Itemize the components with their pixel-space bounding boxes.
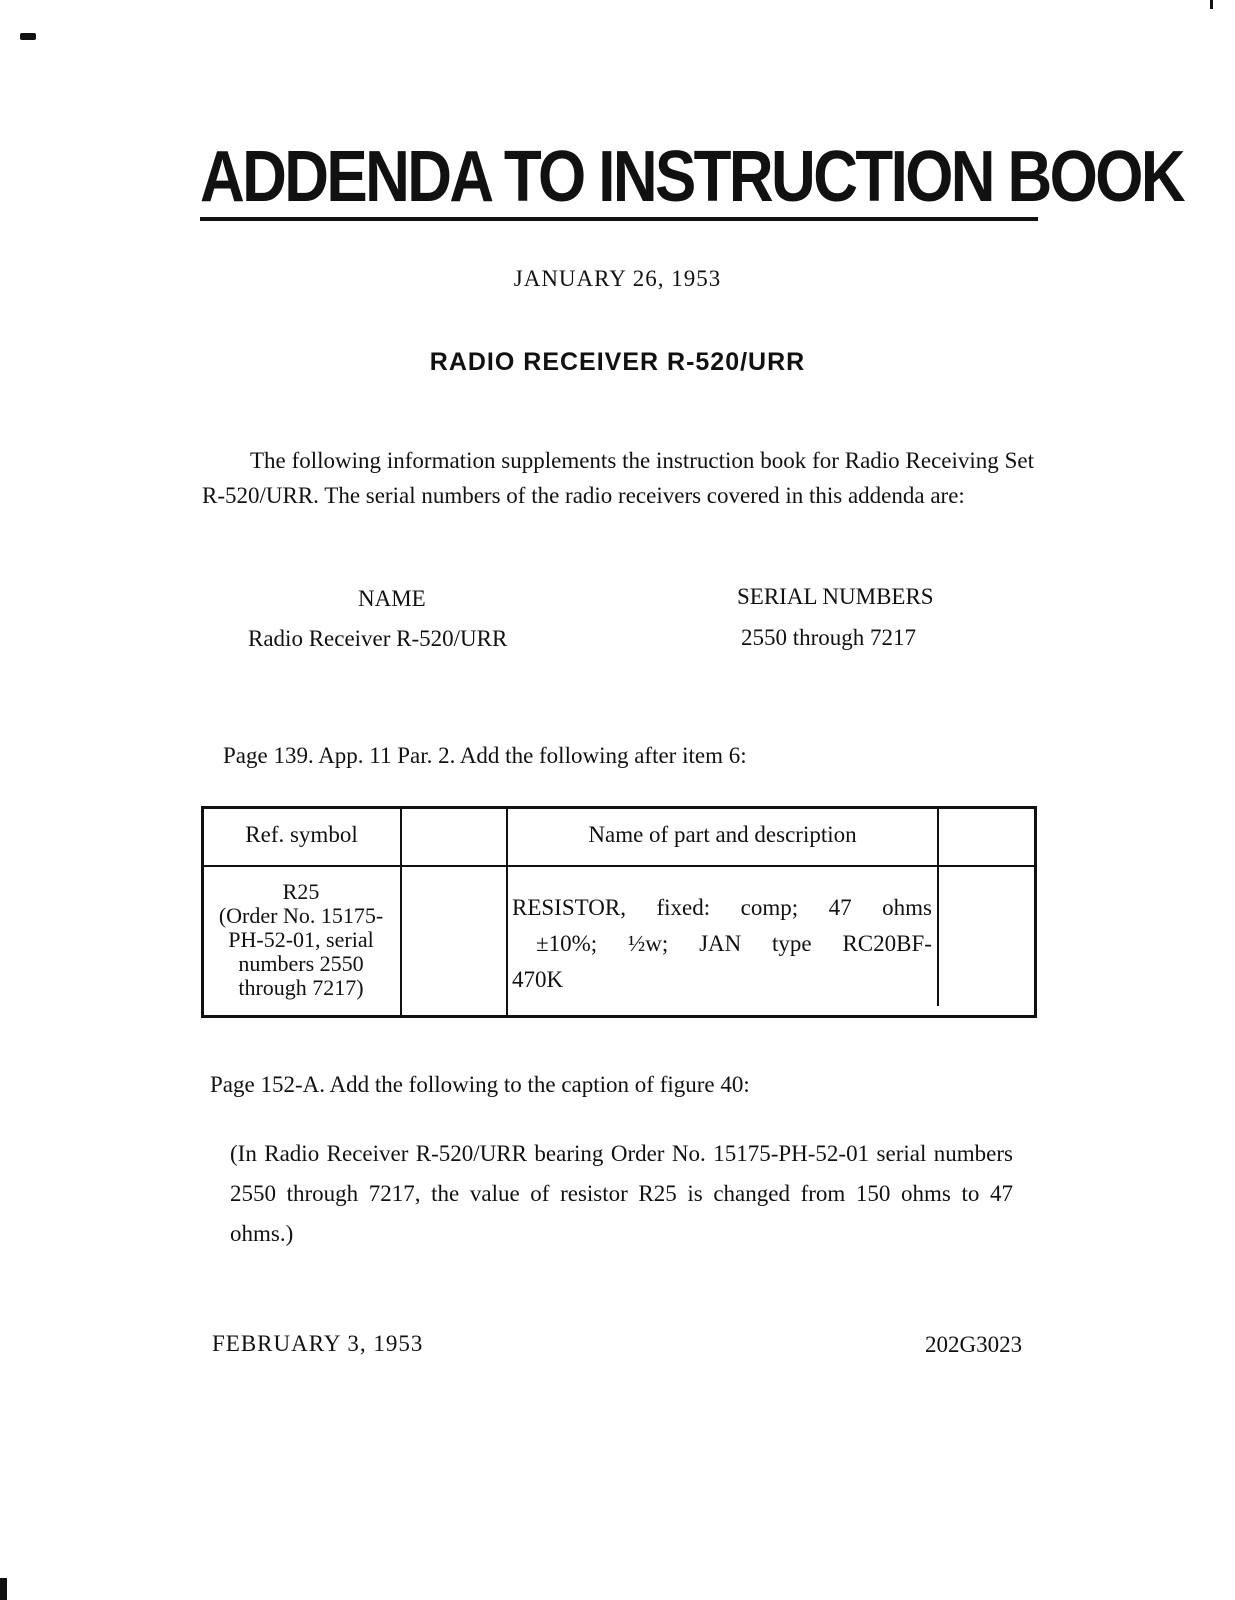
description-word: ½w; [628,931,669,956]
description-word: ohms [882,895,932,920]
table-header-rule [402,865,506,867]
table-header-rule [203,865,401,867]
ref-symbol-line: (Order No. 15175- [218,903,384,928]
ref-symbol-line: through 7217) [238,975,364,1000]
name-heading: NAME [358,586,426,611]
serial-range: 2550 through 7217 [741,625,917,650]
description-word: fixed: [656,895,711,920]
part-description-cell [512,890,932,998]
description-line: 470K [512,967,564,992]
page-139-instruction: Page 139. App. 11 Par. 2. Add the following after item 6: [223,743,747,768]
description-word: JAN [699,931,742,956]
document-title: ADDENDA TO INSTRUCTION BOOK [200,137,1183,217]
footer-date: FEBRUARY 3, 1953 [212,1331,424,1356]
description-word: ±10%; [536,931,598,956]
scan-artifact-mark [0,1578,7,1600]
ref-symbol-cell [202,880,400,1000]
receiver-name: Radio Receiver R-520/URR [248,626,508,651]
caption-note: (In Radio Receiver R-520/URR bearing Order No. 15175-PH-52-01 serial numbers 2550 through 7217, the value of resistor R25 is changed from 150 ohms to 47 ohms.) [230,1141,1013,1246]
table-header-ref-symbol: Ref. symbol [245,822,358,847]
page-152a-instruction: Page 152-A. Add the following to the caption of figure 40: [210,1072,750,1097]
table-header-rule [939,865,1034,867]
intro-paragraph: The following information supplements the instruction book for Radio Receiving Set R-520/URR. The serial numbers of the radio receivers covered in this addenda are: [202,448,1034,508]
scan-artifact-mark [1210,0,1213,9]
serial-numbers-heading: SERIAL NUMBERS [737,584,934,609]
document-subtitle: RADIO RECEIVER R-520/URR [429,348,806,376]
table-col-divider [937,808,939,1006]
issue-date: JANUARY 26, 1953 [513,266,722,291]
ref-symbol-line: R25 [282,879,320,904]
ref-symbol-line: PH-52-01, serial [228,927,374,952]
description-word: comp; [740,895,799,920]
description-word: type [772,931,812,956]
description-line [512,926,932,962]
description-word: RC20BF- [842,931,932,956]
description-word: 47 [828,895,852,920]
table-border-top [201,806,1037,809]
table-col-divider [400,808,402,1015]
ref-symbol-line: numbers 2550 [238,951,364,976]
title-underline [200,217,1038,221]
table-header-part-description: Name of part and description [588,822,857,847]
table-border-right [1034,806,1037,1018]
document-code: 202G3023 [925,1332,1023,1357]
description-word: RESISTOR, [512,895,626,920]
description-line [512,890,932,926]
table-border-bottom [201,1015,1037,1018]
scan-artifact-mark [20,33,36,40]
table-header-rule [508,865,937,867]
